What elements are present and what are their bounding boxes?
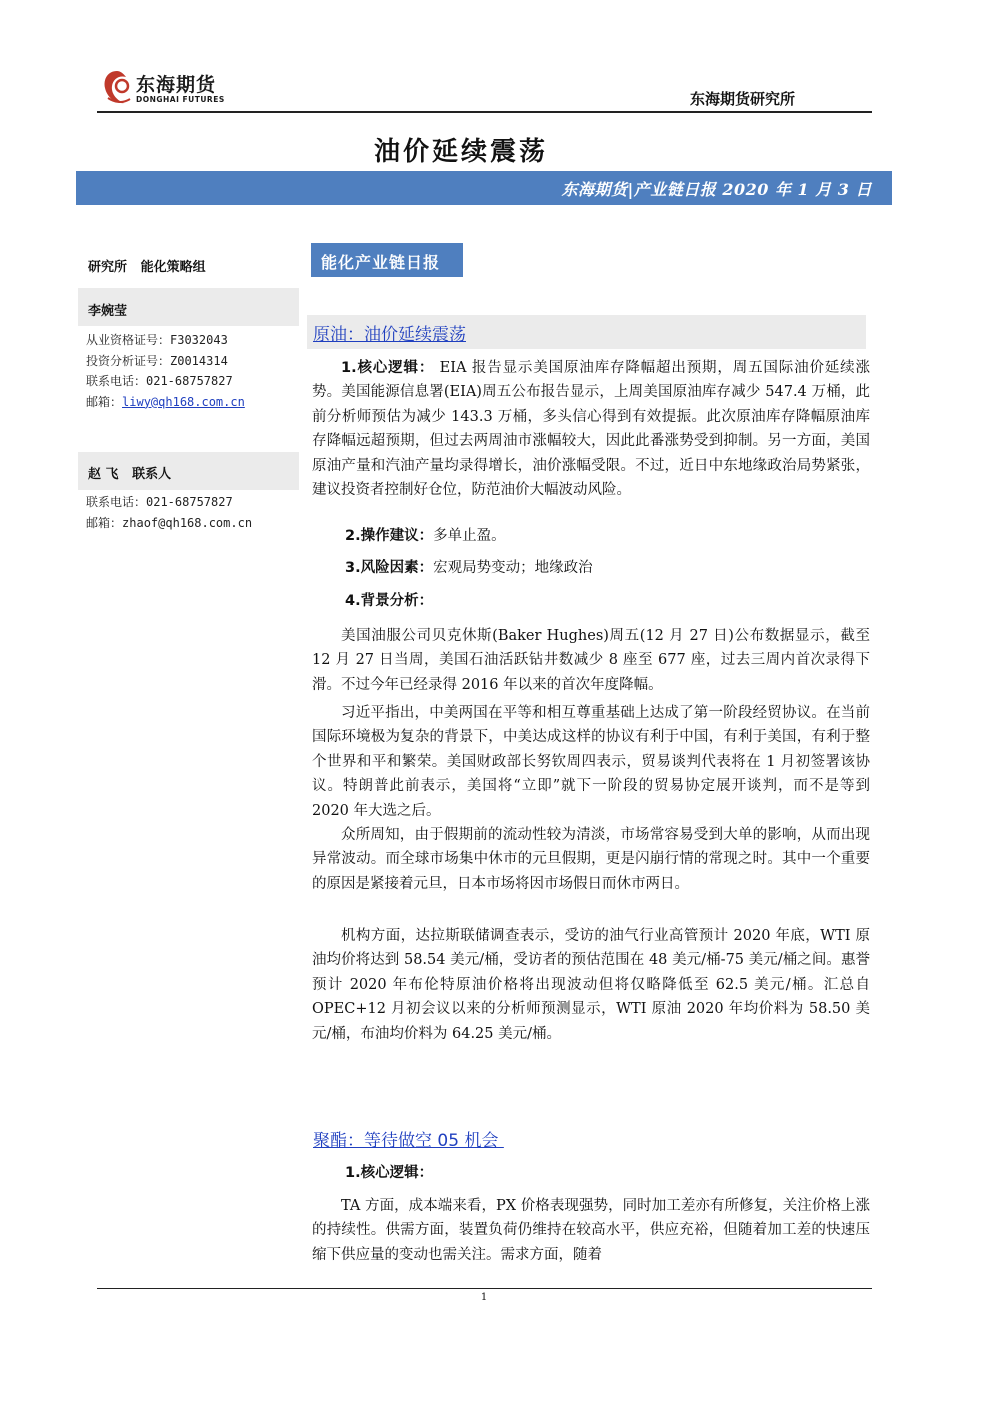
section1-background-label bbox=[345, 589, 433, 613]
background-paragraph-4: 机构方面，达拉斯联储调查表示，受访的油气行业高管预计 2020 年底，WTI 原油均价将达到 58.54 美元/桶，受访者的预估范围在 48 美元/桶-75 美元/桶之间。惠誉预计 2020 年布伦特原油价格将出现波动但将仅略降低至 62.5 美元/桶。汇总自 OPEC+12 月初会议以来的分析师预测显示，WTI 原油 2020 年均价料为 58.50 美元/桶，布油均价料为 64.25 美元/桶。 bbox=[312, 928, 870, 1042]
analyst1-cert: 从业资格证号：F3032043 bbox=[86, 333, 228, 347]
analyst2-name: 赵 飞 联系人 bbox=[88, 467, 172, 482]
background-label: 4.背景分析： bbox=[345, 593, 434, 609]
risk-label: 3.风险因素： bbox=[345, 560, 434, 576]
analyst2-info bbox=[86, 492, 252, 533]
core-logic-text: EIA 报告显示美国原油库存降幅超出预期，周五国际油价延续涨势。美国能源信息署(EIA)周五公布报告显示，上周美国原油库存减少 547.4 万桶，此前分析师预估为减少 143.3 万桶，多头信心得到有效提振。此次原油库存降幅原油库存降幅远超预期，但过去两周油市涨幅较大，因此此番涨势受到抑制。另一方面，美国原油产量和汽油产量均录得增长，油价涨幅受限。不过，近日中东地缘政治局势紧张，建议投资者控制好仓位，防范油价大幅波动风险。 bbox=[312, 360, 870, 499]
analyst2-email: zhaof@qh168.com.cn bbox=[122, 515, 253, 530]
core-logic-label: 1.核心逻辑： bbox=[345, 1165, 434, 1181]
background-paragraph-1: 美国油服公司贝克休斯(Baker Hughes)周五(12 月 27 日)公布数据显示，截至 12 月 27 日当周，美国石油活跃钻井数减少 8 座至 677 座，过去三周内首次录得下滑。不过今年已经录得 2016 年以来的首次年度降幅。 bbox=[312, 628, 870, 693]
operation-text: 多单止盈。 bbox=[433, 528, 506, 544]
report-title: 油价延续震荡 bbox=[373, 137, 548, 167]
section2-heading[interactable]: 聚酯：等待做空 05 机会 bbox=[313, 1131, 504, 1151]
section1-core-logic bbox=[312, 356, 870, 502]
header-divider bbox=[97, 111, 872, 113]
section1-operation bbox=[345, 524, 506, 548]
core-logic-label: 1.核心逻辑： bbox=[341, 360, 435, 376]
report-banner bbox=[76, 171, 892, 205]
background-paragraph-2: 习近平指出，中美两国在平等和相互尊重基础上达成了第一阶段经贸协议。在当前国际环境极为复杂的背景下，中美达成这样的协议有利于中国，有利于美国，有利于整个世界和平和繁荣。美国财政部长努钦周四表示，贸易谈判代表将在 1 月初签署该协议。特朗普此前表示，美国将“立即”就下一阶段的贸易协定展开谈判，而不是等到 2020 年大选之后。 bbox=[312, 705, 870, 819]
analyst1-info bbox=[86, 330, 245, 412]
page-number: 1 bbox=[480, 1292, 488, 1303]
email-label: 邮箱： bbox=[86, 515, 123, 530]
operation-label: 2.操作建议： bbox=[345, 528, 434, 544]
analyst2-phone: 联系电话：021-68757827 bbox=[86, 495, 233, 509]
analyst1-phone: 联系电话：021-68757827 bbox=[86, 374, 233, 388]
section2-core-logic-label bbox=[345, 1161, 433, 1185]
background-paragraph-3: 众所周知，由于假期前的流动性较为清淡，市场常容易受到大单的影响，从而出现异常波动。而全球市场集中休市的元旦假期，更是闪崩行情的常现之时。其中一个重要的原因是紧接着元旦，日本市场将因市场假日而休市两日。 bbox=[312, 827, 870, 892]
section1-heading[interactable]: 原油：油价延续震荡 bbox=[313, 325, 466, 345]
analyst1-name: 李婉莹 bbox=[88, 304, 128, 319]
dragon-logo-icon bbox=[100, 68, 134, 108]
company-logo bbox=[100, 68, 240, 110]
logo-english-text: DONGHAI FUTURES bbox=[136, 95, 225, 104]
banner-text: 东海期货|产业链日报 2020 年 1 月 3 日 bbox=[561, 180, 872, 199]
email-label: 邮箱： bbox=[86, 394, 123, 409]
footer-divider bbox=[97, 1288, 872, 1289]
risk-text: 宏观局势变动；地缘政治 bbox=[433, 560, 593, 576]
institute-name: 东海期货研究所 bbox=[690, 90, 796, 108]
sidebar-department: 研究所 能化策略组 bbox=[88, 260, 206, 275]
analyst1-email-row bbox=[86, 392, 245, 413]
section1-risk bbox=[345, 556, 593, 580]
analyst2-email-row bbox=[86, 513, 252, 534]
analyst1-invest-cert: 投资分析证号：Z0014314 bbox=[86, 353, 228, 368]
report-type-label: 能化产业链日报 bbox=[321, 253, 441, 272]
analyst1-email-link[interactable]: liwy@qh168.com.cn bbox=[122, 394, 245, 409]
logo-chinese-text: 东海期货 bbox=[136, 74, 217, 96]
section2-paragraph: TA 方面，成本端来看，PX 价格表现强势，同时加工差亦有所修复，关注价格上涨的持续性。供需方面，装置负荷仍维持在较高水平，供应充裕，但随着加工差的快速压缩下供应量的变动也需关注。需求方面，随着 bbox=[312, 1198, 870, 1263]
